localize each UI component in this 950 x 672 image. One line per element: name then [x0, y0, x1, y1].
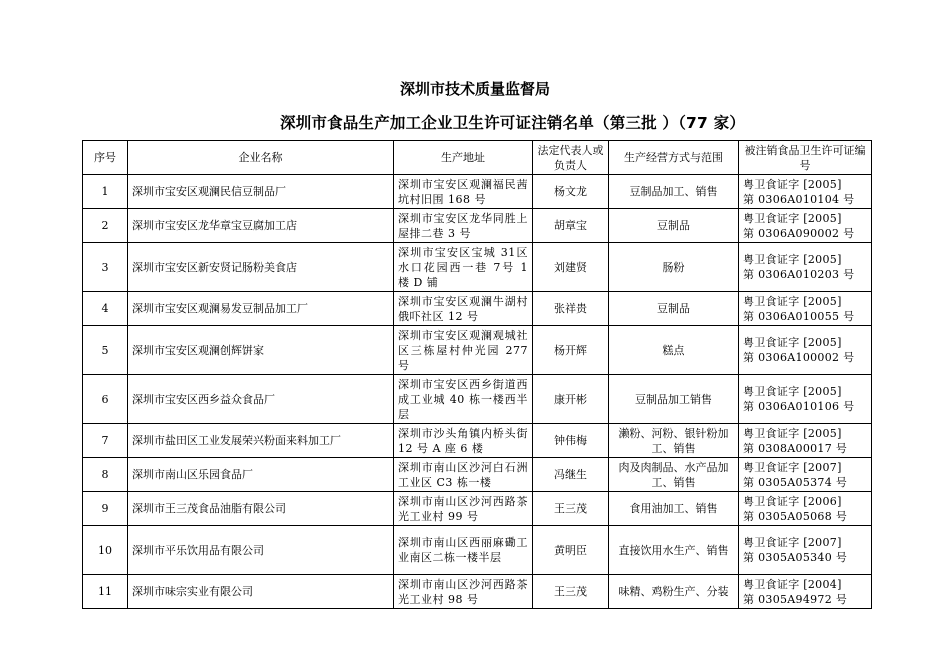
table-row — [83, 526, 872, 575]
production-address: 深圳市沙头角镇内桥头街 12 号 A 座 6 楼 — [394, 424, 533, 458]
row-number: 11 — [83, 575, 128, 609]
company-name: 深圳市盐田区工业发展荣兴粉面来料加工厂 — [128, 424, 394, 458]
production-address: 深圳市南山区西丽麻磡工业南区二栋一楼半层 — [394, 526, 533, 575]
table-header-row — [83, 141, 872, 175]
license-number-line: 粤卫食证字 [2005] — [743, 211, 842, 225]
company-name: 深圳市宝安区观澜民信豆制品厂 — [128, 175, 394, 209]
company-name: 深圳市南山区乐园食品厂 — [128, 458, 394, 492]
license-number-line: 第 0306A010203 号 — [743, 268, 855, 281]
production-address: 深圳市宝安区西乡街道西成工业城 40 栋一楼西半层 — [394, 375, 533, 424]
col-header-license: 被注销食品卫生许可证编号 — [739, 141, 872, 175]
production-address: 深圳市宝安区观澜福民茜坑村旧围 168 号 — [394, 175, 533, 209]
license-number-line: 第 0305A94972 号 — [743, 592, 848, 606]
business-scope: 食用油加工、销售 — [609, 492, 739, 526]
legal-representative: 王三茂 — [533, 492, 609, 526]
license-number-line: 粤卫食证字 [2006] — [743, 494, 842, 508]
production-address: 深圳市宝安区宝城 31区水口花园西一巷 7号 1 楼 D 铺 — [394, 243, 533, 292]
license-number-line: 第 0308A00017 号 — [743, 441, 848, 455]
license-number-line: 第 0306A010055 号 — [743, 309, 855, 323]
license-number-line: 第 0306A100002 号 — [743, 351, 855, 364]
company-name: 深圳市平乐饮用品有限公司 — [128, 526, 394, 575]
business-scope: 豆制品 — [609, 209, 739, 243]
license-number — [739, 375, 872, 424]
company-name: 深圳市宝安区新安贤记肠粉美食店 — [128, 243, 394, 292]
license-number — [739, 575, 872, 609]
company-name: 深圳市宝安区观澜创辉饼家 — [128, 326, 394, 375]
legal-representative: 黄明臣 — [533, 526, 609, 575]
license-number-line: 粤卫食证字 [2007] — [743, 460, 842, 474]
table-row — [83, 326, 872, 375]
production-address: 深圳市宝安区观澜观城社区三栋屋村仲光园 277 号 — [394, 326, 533, 375]
company-name: 深圳市宝安区龙华章宝豆腐加工店 — [128, 209, 394, 243]
business-scope: 味精、鸡粉生产、分装 — [609, 575, 739, 609]
license-number-line: 粤卫食证字 [2007] — [743, 536, 842, 549]
license-number-line: 第 0306A090002 号 — [743, 226, 855, 240]
license-number — [739, 492, 872, 526]
col-header-rep: 法定代表人或负责人 — [533, 141, 609, 175]
row-number: 2 — [83, 209, 128, 243]
business-scope: 糕点 — [609, 326, 739, 375]
company-name: 深圳市味宗实业有限公司 — [128, 575, 394, 609]
production-address: 深圳市南山区沙河西路茶光工业村 99 号 — [394, 492, 533, 526]
row-number: 5 — [83, 326, 128, 375]
table-row — [83, 175, 872, 209]
legal-representative: 杨开辉 — [533, 326, 609, 375]
row-number: 9 — [83, 492, 128, 526]
row-number: 8 — [83, 458, 128, 492]
license-number-line: 第 0305A05340 号 — [743, 551, 848, 564]
col-header-scope: 生产经营方式与范围 — [609, 141, 739, 175]
table-row — [83, 458, 872, 492]
document-title: 深圳市食品生产加工企业卫生许可证注销名单（第三批 ）（77 家） — [280, 114, 746, 132]
license-number — [739, 424, 872, 458]
table-row — [83, 375, 872, 424]
row-number: 6 — [83, 375, 128, 424]
table-row — [83, 209, 872, 243]
license-number — [739, 526, 872, 575]
table-row — [83, 292, 872, 326]
license-number-line: 粤卫食证字 [2005] — [743, 426, 842, 440]
legal-representative: 冯继生 — [533, 458, 609, 492]
business-scope: 肉及肉制品、水产品加工、销售 — [609, 458, 739, 492]
col-header-no: 序号 — [83, 141, 128, 175]
license-number-line: 第 0306A010106 号 — [743, 400, 855, 413]
business-scope: 直接饮用水生产、销售 — [609, 526, 739, 575]
license-number — [739, 175, 872, 209]
row-number: 3 — [83, 243, 128, 292]
license-number-line: 粤卫食证字 [2004] — [743, 577, 842, 591]
legal-representative: 胡章宝 — [533, 209, 609, 243]
legal-representative: 钟伟梅 — [533, 424, 609, 458]
cancellation-table — [82, 140, 872, 609]
license-number-line: 第 0305A05068 号 — [743, 509, 848, 523]
license-number-line: 粤卫食证字 [2005] — [743, 294, 842, 308]
license-number-line: 粤卫食证字 [2005] — [743, 253, 842, 266]
legal-representative: 杨文龙 — [533, 175, 609, 209]
license-number-line: 第 0306A010104 号 — [743, 192, 855, 206]
company-name: 深圳市宝安区观澜易发豆制品加工厂 — [128, 292, 394, 326]
company-name: 深圳市王三茂食品油脂有限公司 — [128, 492, 394, 526]
table-row — [83, 575, 872, 609]
production-address: 深圳市南山区沙河白石洲工业区 C3 栋一楼 — [394, 458, 533, 492]
legal-representative: 刘建贤 — [533, 243, 609, 292]
col-header-address: 生产地址 — [394, 141, 533, 175]
table-row — [83, 243, 872, 292]
legal-representative: 张祥贵 — [533, 292, 609, 326]
production-address: 深圳市南山区沙河西路茶光工业村 98 号 — [394, 575, 533, 609]
license-number — [739, 292, 872, 326]
license-number-line: 第 0305A05374 号 — [743, 475, 848, 489]
business-scope: 豆制品加工、销售 — [609, 175, 739, 209]
business-scope: 肠粉 — [609, 243, 739, 292]
row-number: 1 — [83, 175, 128, 209]
table-row — [83, 492, 872, 526]
row-number: 7 — [83, 424, 128, 458]
row-number: 10 — [83, 526, 128, 575]
agency-title: 深圳市技术质量监督局 — [399, 80, 550, 98]
production-address: 深圳市宝安区龙华同胜上屋排二巷 3 号 — [394, 209, 533, 243]
business-scope: 濑粉、河粉、银针粉加工、销售 — [609, 424, 739, 458]
license-number — [739, 326, 872, 375]
business-scope: 豆制品 — [609, 292, 739, 326]
table-row — [83, 424, 872, 458]
row-number: 4 — [83, 292, 128, 326]
legal-representative: 王三茂 — [533, 575, 609, 609]
license-number — [739, 209, 872, 243]
production-address: 深圳市宝安区观澜牛湖村俄吓社区 12 号 — [394, 292, 533, 326]
business-scope: 豆制品加工销售 — [609, 375, 739, 424]
license-number — [739, 243, 872, 292]
license-number-line: 粤卫食证字 [2005] — [743, 385, 842, 398]
license-number — [739, 458, 872, 492]
legal-representative: 康开彬 — [533, 375, 609, 424]
col-header-name: 企业名称 — [128, 141, 394, 175]
license-number-line: 粤卫食证字 [2005] — [743, 336, 842, 349]
license-number-line: 粤卫食证字 [2005] — [743, 177, 842, 191]
company-name: 深圳市宝安区西乡益众食品厂 — [128, 375, 394, 424]
